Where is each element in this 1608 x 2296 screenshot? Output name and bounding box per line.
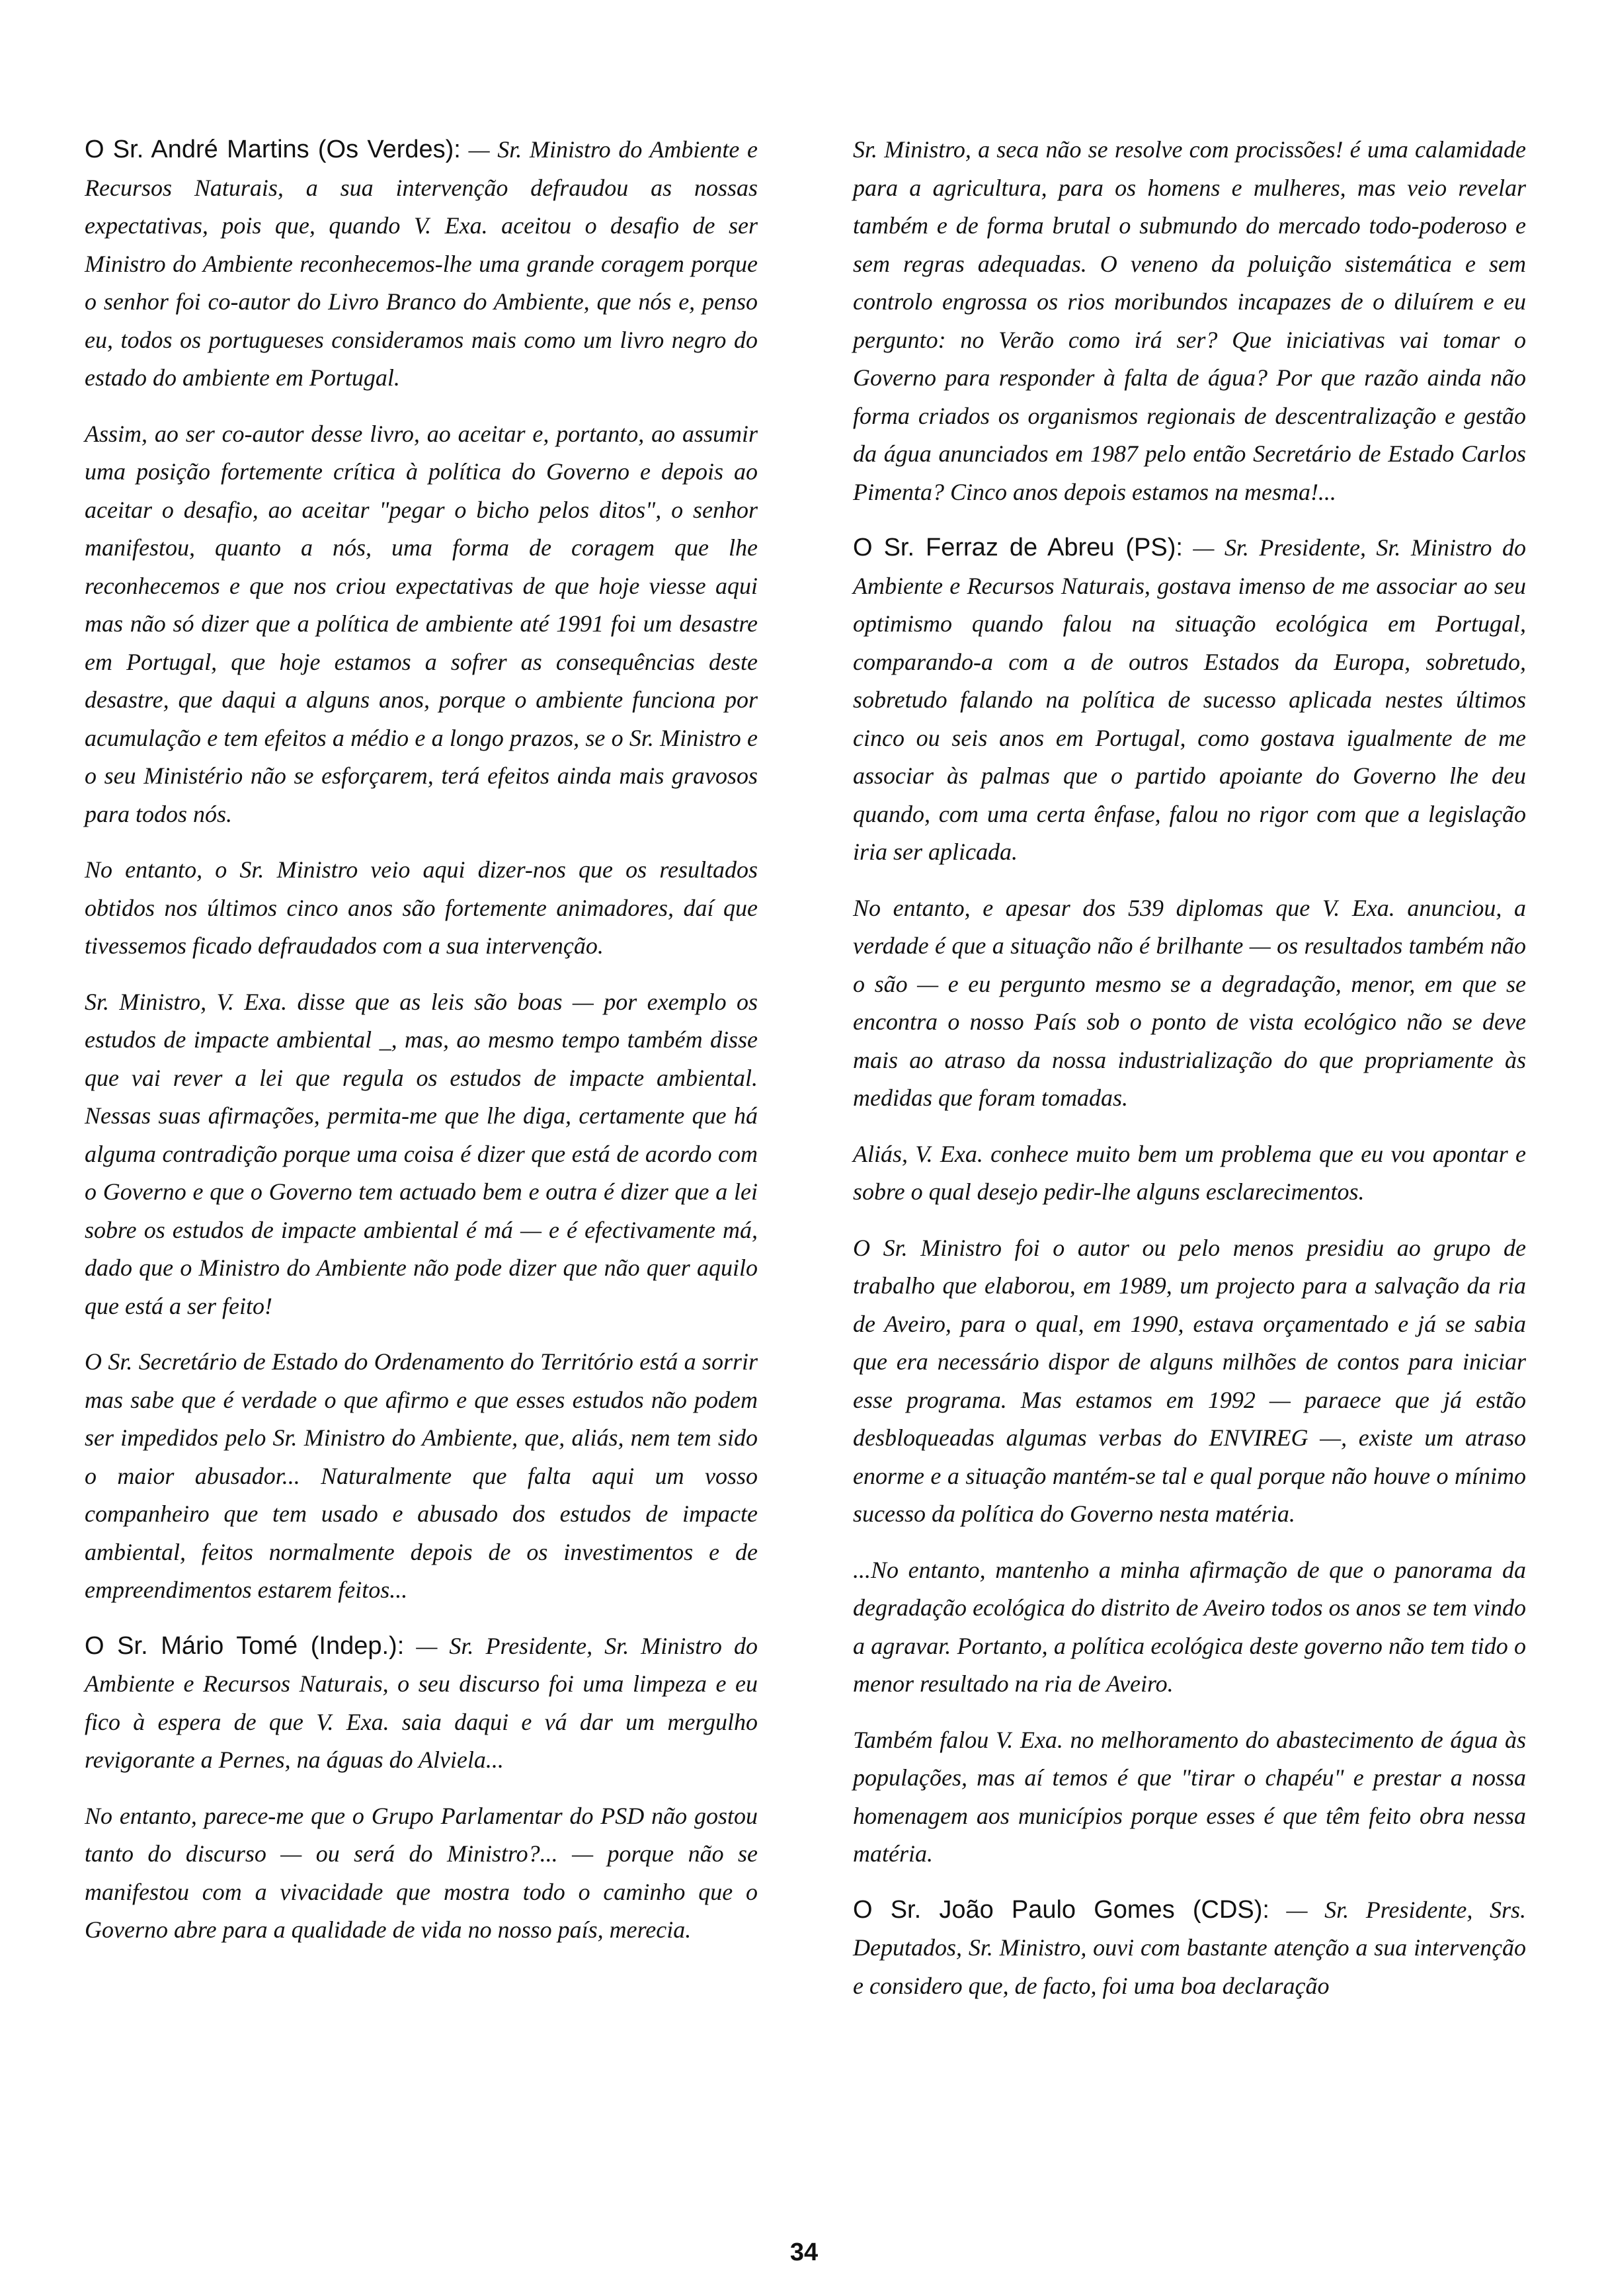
paragraph-text: O Sr. Ministro foi o autor ou pelo menos presidiu ao grupo de trabalho que elaborou, em 1989, um projecto para a salvação da ria de Aveiro, para o qual, em 1990, estava orçamentado e já se sabia que era necessário dispor de alguns milhões de contos para iniciar esse programa. Mas estamos em 1992 — paraece que já estão desbloqueadas algumas verbas do ENVIREG —, existe um atraso enorme e a situação mantém-se tal e qual porque não houve o mínimo sucesso da política do Governo nesta matéria. <box>853 1234 1526 1527</box>
left-column <box>85 131 758 1967</box>
paragraph-text: — Sr. Presidente, Sr. Ministro do Ambiente e Recursos Naturais, gostava imenso de me associar ao seu optimismo quando falou na situação ecológica em Portugal, comparando-a com a de outros Estados da Europa, sobretudo, sobretudo falando na política de sucesso aplicada nestes últimos cinco ou seis anos em Portugal, como gostava igualmente de me associar às palmas que o partido apoiante do Governo lhe deu quando, com uma certa ênfase, falou no rigor com que a legislação iria ser aplicada. <box>853 534 1526 865</box>
speaker-name: O Sr. João Paulo Gomes (CDS): <box>853 1895 1269 1924</box>
page-number: 34 <box>789 2238 819 2266</box>
paragraph <box>85 1627 758 1780</box>
paragraph-text: Também falou V. Exa. no melhoramento do abastecimento de água às populações, mas aí temos é que "tirar o chapéu" e prestar a nossa homenagem aos municípios porque esses é que têm feito obra nessa matéria. <box>853 1726 1526 1867</box>
paragraph-text: Aliás, V. Exa. conhece muito bem um problema que eu vou apontar e sobre o qual desejo pedir-lhe alguns esclarecimentos. <box>853 1140 1526 1205</box>
paragraph-text: No entanto, parece-me que o Grupo Parlamentar do PSD não gostou tanto do discurso — ou será do Ministro?... — porque não se manifestou com a vivacidade que mostra todo o caminho que o Governo abre para a qualidade de vida no nosso país, merecia. <box>85 1802 758 1943</box>
right-column <box>853 131 1526 2023</box>
paragraph-text: — Sr. Ministro do Ambiente e Recursos Naturais, a sua intervenção defraudou as nossas expectativas, pois que, quando V. Exa. aceitou o desafio de ser Ministro do Ambiente reconhecemos-lhe uma grande coragem porque o senhor foi co-autor do Livro Branco do Ambiente, que nós e, penso eu, todos os portugueses consideramos mais como um livro negro do estado do ambiente em Portugal. <box>85 136 758 391</box>
paragraph-text: Sr. Ministro, a seca não se resolve com procissões! é uma calamidade para a agricultura, para os homens e mulheres, mas veio revelar também e de forma brutal o submundo do mercado todo-poderoso e sem regras adequadas. O veneno da poluição sistemática e sem controlo engrossa os rios moribundos incapazes de o diluírem e eu pergunto: no Verão como irá ser? Que iniciativas vai tomar o Governo para responder à falta de água? Por que razão ainda não forma criados os organismos regionais de descentralização e gestão da água anunciados em 1987 pelo então Secretário de Estado Carlos Pimenta? Cinco anos depois estamos na mesma!... <box>853 136 1526 505</box>
paragraph-text: No entanto, e apesar dos 539 diplomas que V. Exa. anunciou, a verdade é que a situação não é brilhante — os resultados também não o são — e eu pergunto mesmo se a degradação, menor, em que se encontra o nosso País sob o ponto de vista ecológico não se deve mais ao atraso da nossa industrialização do que propriamente às medidas que foram tomadas. <box>853 894 1526 1111</box>
paragraph <box>85 131 758 397</box>
paragraph-text: Assim, ao ser co-autor desse livro, ao aceitar e, portanto, ao assumir uma posição fortemente crítica à política do Governo e depois ao aceitar o desafio, ao aceitar "pegar o bicho pelos ditos", o senhor manifestou, quanto a nós, uma forma de coragem que lhe reconhecemos e que nos criou expectativas de que hoje viesse aqui mas não só dizer que a política de ambiente até 1991 foi um desastre em Portugal, que hoje estamos a sofrer as consequências deste desastre, que daqui a alguns anos, porque o ambiente funciona por acumulação e tem efeitos a médio e a longo prazos, se o Sr. Ministro e o seu Ministério não se esforçarem, terá efeitos ainda mais gravosos para todos nós. <box>85 420 758 827</box>
paragraph <box>853 1551 1526 1703</box>
speaker-name: O Sr. Ferraz de Abreu (PS): <box>853 534 1183 561</box>
paragraph-text: — Sr. Presidente, Sr. Ministro do Ambiente e Recursos Naturais, o seu discurso foi uma limpeza e eu fico à espera de que V. Exa. saia daqui e vá dar um mergulho revigorante a Pernes, na águas do Alviela... <box>85 1632 758 1773</box>
paragraph <box>85 415 758 834</box>
paragraph <box>85 1343 758 1610</box>
paragraph-text: ...No entanto, mantenho a minha afirmação de que o panorama da degradação ecológica do distrito de Aveiro todos os anos se tem vindo a agravar. Portanto, a política ecológica deste governo não tem tido o menor resultado na ria de Aveiro. <box>853 1556 1526 1697</box>
speaker-name: O Sr. Mário Tomé (Indep.): <box>85 1631 405 1660</box>
paragraph <box>853 1135 1526 1211</box>
speaker-name: O Sr. André Martins (Os Verdes): <box>85 136 461 163</box>
paragraph <box>85 983 758 1326</box>
paragraph <box>85 851 758 965</box>
paragraph <box>853 1891 1526 2006</box>
paragraph <box>853 1229 1526 1534</box>
paragraph-text: — Sr. Presidente, Srs. Deputados, Sr. Ministro, ouvi com bastante atenção a sua intervenção e considero que, de facto, foi uma boa declaração <box>853 1896 1526 1999</box>
paragraph <box>853 889 1526 1118</box>
paragraph <box>85 1797 758 1949</box>
paragraph-text: O Sr. Secretário de Estado do Ordenamento do Território está a sorrir mas sabe que é verdade o que afirmo e que esses estudos não podem ser impedidos pelo Sr. Ministro do Ambiente, que, aliás, nem tem sido o maior abusador... Naturalmente que falta aqui um vosso companheiro que tem usado e abusado dos estudos de impacte ambiental, feitos normalmente depois de os investimentos e de empreendimentos estarem feitos... <box>85 1348 758 1603</box>
paragraph-text: No entanto, o Sr. Ministro veio aqui dizer-nos que os resultados obtidos nos últimos cinco anos são fortemente animadores, daí que tivessemos ficado defraudados com a sua intervenção. <box>85 856 758 959</box>
paragraph <box>853 131 1526 511</box>
paragraph-text: Sr. Ministro, V. Exa. disse que as leis são boas — por exemplo os estudos de impacte ambiental _, mas, ao mesmo tempo também disse que vai rever a lei que regula os estudos de impacte ambiental. Nessas suas afirmações, permita-me que lhe diga, certamente que há alguma contradição porque uma coisa é dizer que está de acordo com o Governo e que o Governo tem actuado bem e outra é dizer que a lei sobre os estudos de impacte ambiental é má — e é efectivamente má, dado que o Ministro do Ambiente não pode dizer que não quer aquilo que está a ser feito! <box>85 988 758 1319</box>
paragraph <box>853 529 1526 872</box>
paragraph <box>853 1721 1526 1873</box>
